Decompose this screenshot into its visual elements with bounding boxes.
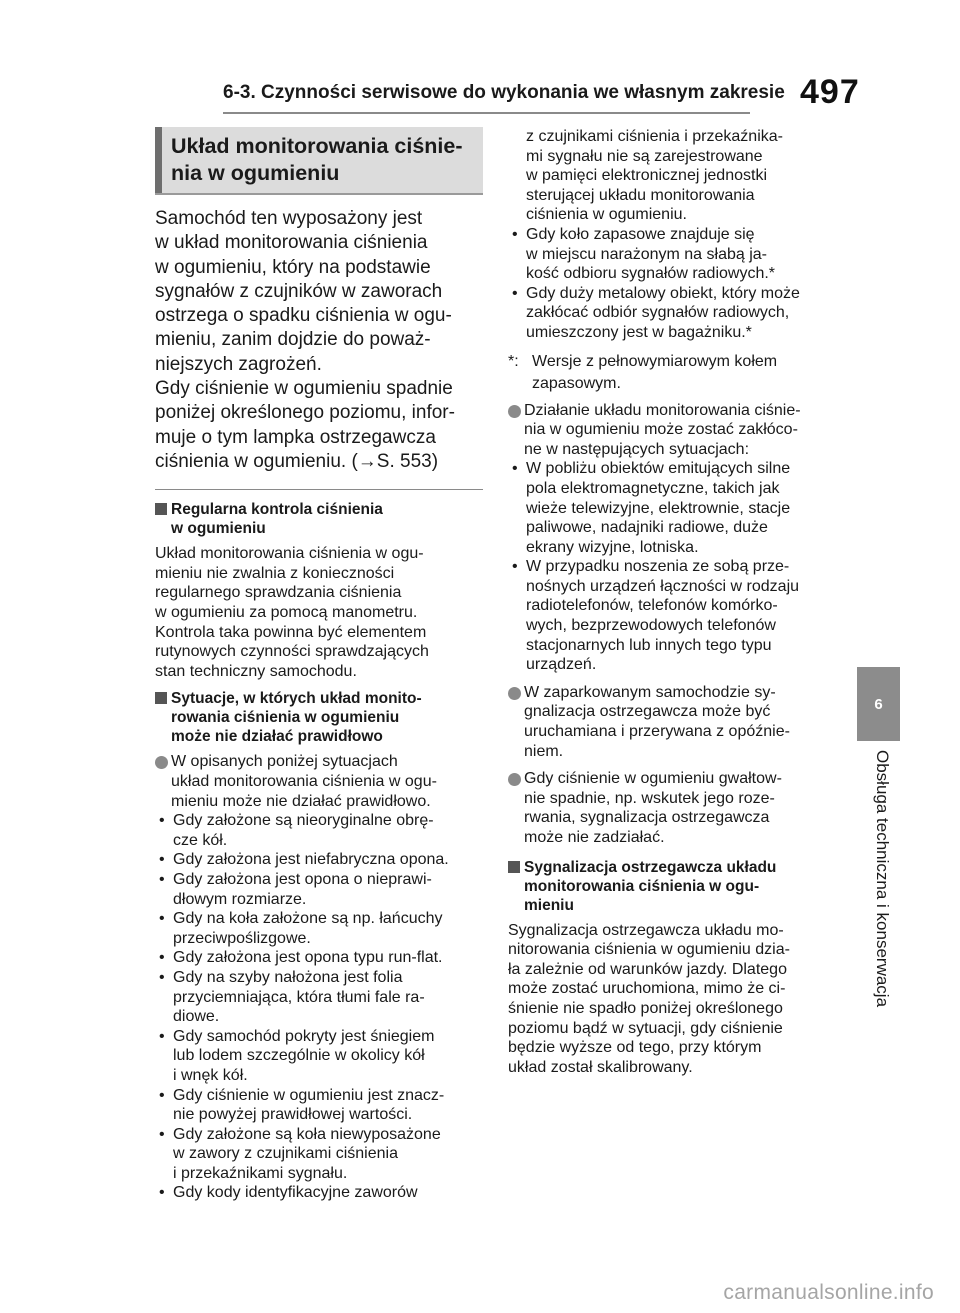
text-line: regularnego sprawdzania ciśnienia bbox=[155, 584, 402, 602]
text-line: poniżej określonego poziomu, infor- bbox=[155, 402, 455, 424]
text-line: • Gdy na szyby nałożona jest folia bbox=[173, 968, 403, 986]
text-line: i przekaźnikami sygnału. bbox=[173, 1164, 348, 1182]
subheading-line: w ogumieniu bbox=[171, 520, 266, 538]
subheading-line: Sytuacje, w których układ monito- bbox=[171, 690, 422, 708]
text-line: ne w następujących sytuacjach: bbox=[524, 440, 750, 458]
text-line: kość odbioru sygnałów radiowych.* bbox=[526, 265, 776, 283]
text-line: może zostać uruchomiona, mimo że ci- bbox=[508, 980, 786, 998]
chapter-tab-title: Obsługa techniczna i konserwacja bbox=[873, 750, 892, 1008]
square-bullet-icon bbox=[155, 692, 167, 704]
text-line: niem. bbox=[524, 742, 564, 760]
section-title-line: Układ monitorowania ciśnie- bbox=[171, 134, 463, 158]
continuation-paragraph bbox=[508, 127, 840, 225]
list-item bbox=[155, 1027, 483, 1086]
chapter-tab-number: 6 bbox=[857, 667, 900, 741]
text-line: nie powyżej prawidłowej wartości. bbox=[173, 1106, 413, 1124]
text-line: gnalizacja ostrzegawcza może być bbox=[524, 703, 771, 721]
text-line: ła zależnie od warunków jazdy. Dlatego bbox=[508, 960, 787, 978]
text-line: ekrany wizyjne, lotniska. bbox=[526, 538, 699, 556]
text-line: w pamięci elektronicznej jednostki bbox=[526, 167, 767, 185]
list-item bbox=[155, 1086, 483, 1125]
section-divider bbox=[155, 489, 483, 490]
text-line: poziomu bądź w sytuacji, gdy ciśnienie bbox=[508, 1019, 783, 1037]
list-item bbox=[508, 225, 840, 284]
paragraph-warning bbox=[508, 921, 840, 1078]
circle-note-sudden-drop bbox=[508, 769, 840, 847]
subheading-line: może nie działać prawidłowo bbox=[171, 728, 383, 746]
text-line: W zaparkowanym samochodzie sy- bbox=[524, 683, 776, 701]
text-line: i wnęk kół. bbox=[173, 1066, 248, 1084]
text-line: układ został skalibrowany. bbox=[508, 1058, 693, 1076]
text-line: cze kół. bbox=[173, 831, 228, 849]
text-line: nośnych urządzeń łączności w rodzaju bbox=[526, 577, 800, 595]
text-line: układ monitorowania ciśnienia w ogu- bbox=[171, 773, 437, 791]
text-line: mieniu nie zwalnia z konieczności bbox=[155, 564, 395, 582]
text-line: • Gdy założona jest opona o nieprawi- bbox=[173, 870, 432, 888]
list-item bbox=[155, 948, 483, 968]
text-line: • Gdy kody identyfikacyjne zaworów bbox=[173, 1184, 418, 1202]
text-line: uruchamiana i przerywana z opóźnie- bbox=[524, 723, 790, 741]
text-line: zakłócać odbiór sygnałów radiowych, bbox=[526, 304, 790, 322]
list-item bbox=[155, 870, 483, 909]
text-line: • W pobliżu obiektów emitujących silne bbox=[526, 460, 791, 478]
text-line: nia w ogumieniu może zostać zakłóco- bbox=[524, 421, 798, 439]
text-line: paliwowe, nadajniki radiowe, duże bbox=[526, 519, 768, 537]
square-bullet-icon bbox=[508, 861, 520, 873]
spare-wheel-bullet-list bbox=[508, 225, 840, 343]
page-number: 497 bbox=[800, 73, 860, 111]
text-line: będzie wyższe od tego, przy którym bbox=[508, 1039, 762, 1057]
text-line: Gdy ciśnienie w ogumieniu gwałtow- bbox=[524, 770, 782, 788]
text-line: Sygnalizacja ostrzegawcza układu mo- bbox=[508, 921, 784, 939]
text-line: mi sygnału nie są zarejestrowane bbox=[526, 147, 763, 165]
text-line: ostrzega o spadku ciśnienia w ogu- bbox=[155, 305, 452, 327]
text-line: Wersje z pełnowymiarowym kołem bbox=[532, 352, 778, 370]
subheading-warning bbox=[508, 858, 840, 915]
text-line: sygnałów z czujników w zaworach bbox=[155, 280, 443, 302]
text-line: pola elektromagnetyczne, takich jak bbox=[526, 479, 780, 497]
left-column bbox=[155, 127, 483, 1203]
site-watermark: carmanualsonline.info bbox=[723, 1281, 934, 1304]
text-line: Kontrola taka powinna być elementem bbox=[155, 623, 427, 641]
text-line: diowe. bbox=[173, 1008, 220, 1026]
text-line: stan techniczny samochodu. bbox=[155, 662, 357, 680]
text-line: • Gdy na koła założone są np. łańcuchy bbox=[173, 910, 443, 928]
text-line: śnienie nie spadło poniżej określonego bbox=[508, 999, 783, 1017]
text-line: rutynowych czynności sprawdzających bbox=[155, 643, 429, 661]
text-line: radiotelefonów, telefonów komórko- bbox=[526, 597, 778, 615]
text-line: • Gdy założone są koła niewyposażone bbox=[173, 1125, 441, 1143]
text-line: w ogumieniu za pomocą manometru. bbox=[155, 604, 418, 622]
text-line: W opisanych poniżej sytuacjach bbox=[171, 753, 398, 771]
header-rule bbox=[223, 112, 750, 114]
subheading-line: mieniu bbox=[524, 896, 574, 914]
text-line: Samochód ten wyposażony jest bbox=[155, 208, 423, 229]
square-bullet-icon bbox=[155, 503, 167, 515]
list-item bbox=[155, 1183, 483, 1203]
text-line: w zawory z czujnikami ciśnienia bbox=[173, 1145, 398, 1163]
text-line: niejszych zagrożeń. bbox=[155, 353, 322, 375]
section-title-line: nia w ogumieniu bbox=[171, 161, 340, 185]
circle-bullet-icon bbox=[508, 687, 521, 700]
text-line: • Gdy ciśnienie w ogumieniu jest znacz- bbox=[173, 1086, 445, 1104]
circle-note-situations bbox=[155, 752, 483, 811]
text-line: urządzeń. bbox=[526, 656, 597, 674]
circle-bullet-icon bbox=[508, 773, 521, 786]
list-item bbox=[155, 909, 483, 948]
text-line: Gdy ciśnienie w ogumieniu spadnie bbox=[155, 378, 453, 400]
text-line: wieże telewizyjne, elektrownie, stacje bbox=[526, 499, 791, 517]
list-item bbox=[508, 557, 840, 675]
text-line: w miejscu narażonym na słabą ja- bbox=[526, 245, 767, 263]
text-line: nitorowania ciśnienia w ogumieniu dzia- bbox=[508, 941, 790, 959]
text-line: z czujnikami ciśnienia i przekaźnika- bbox=[526, 128, 783, 145]
text-line: • Gdy duży metalowy obiekt, który może bbox=[526, 284, 800, 302]
footnote-mark: *: bbox=[508, 352, 519, 370]
text-line: w układ monitorowania ciśnienia bbox=[155, 232, 428, 254]
text-line: mieniu może nie działać prawidłowo. bbox=[171, 792, 431, 810]
footnote bbox=[508, 351, 840, 395]
text-line: ciśnienia w ogumieniu. bbox=[526, 206, 687, 224]
text-line: zapasowym. bbox=[532, 374, 621, 392]
text-line: mieniu, zanim dojdzie do poważ- bbox=[155, 329, 431, 351]
text-line: rwania, sygnalizacja ostrzegawcza bbox=[524, 809, 770, 827]
text-line: nie spadnie, np. wskutek jego roze- bbox=[524, 789, 775, 807]
list-item bbox=[155, 850, 483, 870]
subheading-line: Regularna kontrola ciśnienia bbox=[171, 501, 383, 519]
text-line: • Gdy samochód pokryty jest śniegiem bbox=[173, 1027, 435, 1045]
subheading-line: monitorowania ciśnienia w ogu- bbox=[524, 877, 760, 895]
text-line: • Gdy założona jest opona typu run-flat. bbox=[173, 949, 443, 967]
circle-note-interference bbox=[508, 401, 840, 460]
running-header-title: 6-3. Czynności serwisowe do wykonania we własnym zakresie bbox=[223, 82, 785, 103]
right-column bbox=[508, 127, 840, 1077]
text-line: • Gdy założona jest niefabryczna opona. bbox=[173, 851, 449, 869]
interference-bullet-list bbox=[508, 459, 840, 675]
circle-bullet-icon bbox=[155, 756, 168, 769]
text-line: wych, bezprzewodowych telefonów bbox=[526, 617, 776, 635]
section-heading-box bbox=[155, 127, 483, 195]
text-line: Układ monitorowania ciśnienia w ogu- bbox=[155, 545, 424, 563]
page-reference-line[interactable]: ciśnienia w ogumieniu. (→S. 553) bbox=[155, 450, 439, 472]
text-line: sterującej układu monitorowania bbox=[526, 186, 755, 204]
text-line: stacjonarnych lub innych tego typu bbox=[526, 636, 772, 654]
subheading-situations bbox=[155, 689, 483, 746]
list-item bbox=[155, 1125, 483, 1184]
text-line: • Gdy założone są nieoryginalne obrę- bbox=[173, 812, 434, 830]
text-line: muje o tym lampka ostrzegawcza bbox=[155, 426, 436, 448]
text-line: lub lodem szczególnie w okolicy kół bbox=[173, 1047, 425, 1065]
text-line: przyciemniająca, która tłumi fale ra- bbox=[173, 988, 425, 1006]
text-line: dłowym rozmiarze. bbox=[173, 890, 307, 908]
text-line: Działanie układu monitorowania ciśnie- bbox=[524, 401, 801, 419]
list-item bbox=[155, 968, 483, 1027]
subheading-line: rowania ciśnienia w ogumieniu bbox=[171, 709, 400, 727]
text-line: może nie zadziałać. bbox=[524, 829, 665, 846]
list-item bbox=[508, 284, 840, 343]
text-line: przeciwpoślizgowe. bbox=[173, 929, 311, 947]
circle-bullet-icon bbox=[508, 405, 521, 418]
list-item bbox=[508, 459, 840, 557]
intro-paragraph bbox=[155, 207, 483, 474]
list-item bbox=[155, 811, 483, 850]
circle-note-parked bbox=[508, 683, 840, 761]
text-line: w ogumieniu, który na podstawie bbox=[155, 256, 431, 278]
paragraph-regular-check bbox=[155, 544, 483, 681]
situations-bullet-list bbox=[155, 811, 483, 1203]
subheading-regular-check bbox=[155, 500, 483, 538]
text-line: • Gdy koło zapasowe znajduje się bbox=[526, 225, 755, 243]
text-line: umieszczony jest w bagażniku.* bbox=[526, 323, 752, 341]
subheading-line: Sygnalizacja ostrzegawcza układu bbox=[524, 858, 777, 876]
text-line: • W przypadku noszenia ze sobą prze- bbox=[526, 558, 790, 576]
